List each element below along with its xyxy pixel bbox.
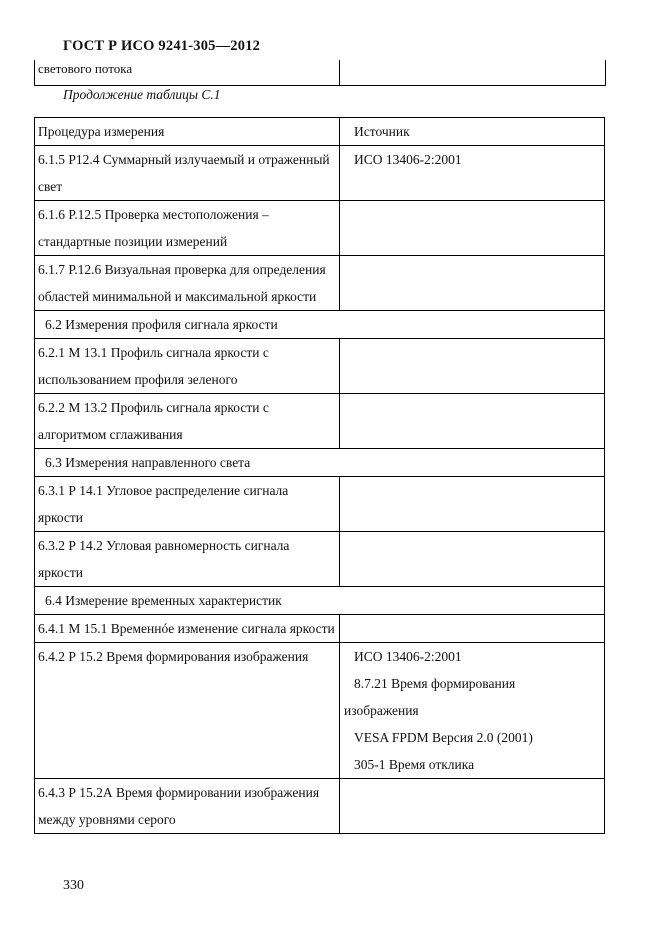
table-row — [35, 643, 605, 779]
source-line: изображения — [344, 703, 419, 718]
table-row — [35, 394, 605, 449]
table-row — [35, 779, 605, 834]
table-row — [35, 532, 605, 587]
table-row — [35, 615, 605, 643]
source-line: 8.7.21 Время формирования — [354, 676, 516, 691]
table-header-row — [35, 118, 605, 146]
table-row — [35, 201, 605, 256]
procedure-cell: 6.4.3 Р 15.2А Время формировании изображения между уровнями серого — [35, 779, 340, 834]
table-caption: Продолжение таблицы С.1 — [63, 87, 221, 102]
document-header: ГОСТ Р ИСО 9241-305—2012 — [63, 38, 261, 54]
table-row — [35, 256, 605, 311]
group-title: 6.4 Измерение временных характеристик — [35, 587, 605, 615]
procedure-cell: 6.1.6 Р.12.5 Проверка местоположения – стандартные позиции измерений — [35, 201, 340, 256]
source-cell — [340, 779, 605, 834]
source-line: 305-1 Время отклика — [354, 757, 475, 772]
continuation-row-text: светового потока — [38, 61, 133, 76]
page-number: 330 — [63, 878, 84, 893]
table-row — [35, 477, 605, 532]
procedure-cell: 6.4.2 Р 15.2 Время формирования изображения — [35, 643, 340, 779]
source-line: ИСО 13406-2:2001 — [354, 649, 462, 664]
source-cell — [340, 146, 605, 201]
procedure-cell: 6.3.2 Р 14.2 Угловая равномерность сигнала яркости — [35, 532, 340, 587]
procedure-cell: 6.2.2 М 13.2 Профиль сигнала яркости с алгоритмом сглаживания — [35, 394, 340, 449]
table-group-row — [35, 449, 605, 477]
continuation-row — [34, 60, 606, 86]
procedure-cell: 6.2.1 М 13.1 Профиль сигнала яркости с использованием профиля зеленого — [35, 339, 340, 394]
procedure-cell: 6.1.5 Р12.4 Суммарный излучаемый и отраженный свет — [35, 146, 340, 201]
source-cell — [340, 477, 605, 532]
source-cell — [340, 532, 605, 587]
column-divider — [339, 60, 340, 85]
procedure-cell: 6.3.1 Р 14.1 Угловое распределение сигнала яркости — [35, 477, 340, 532]
header-procedure: Процедура измерения — [35, 118, 340, 146]
source-cell — [340, 339, 605, 394]
table-group-row — [35, 311, 605, 339]
procedure-cell: 6.4.1 М 15.1 Временнóе изменение сигнала яркости — [35, 615, 340, 643]
source-cell — [340, 394, 605, 449]
source-line: ИСО 13406-2:2001 — [354, 152, 462, 167]
measurement-table — [34, 117, 605, 834]
header-source: Источник — [340, 118, 605, 146]
table-body — [35, 146, 605, 834]
table-group-row — [35, 587, 605, 615]
group-title: 6.3 Измерения направленного света — [35, 449, 605, 477]
source-line: VESA FPDM Версия 2.0 (2001) — [354, 730, 533, 745]
source-cell — [340, 256, 605, 311]
source-cell — [340, 615, 605, 643]
group-title: 6.2 Измерения профиля сигнала яркости — [35, 311, 605, 339]
source-cell — [340, 201, 605, 256]
source-cell — [340, 643, 605, 779]
procedure-cell: 6.1.7 Р.12.6 Визуальная проверка для определения областей минимальной и максимальной яркости — [35, 256, 340, 311]
table-row — [35, 146, 605, 201]
table-row — [35, 339, 605, 394]
